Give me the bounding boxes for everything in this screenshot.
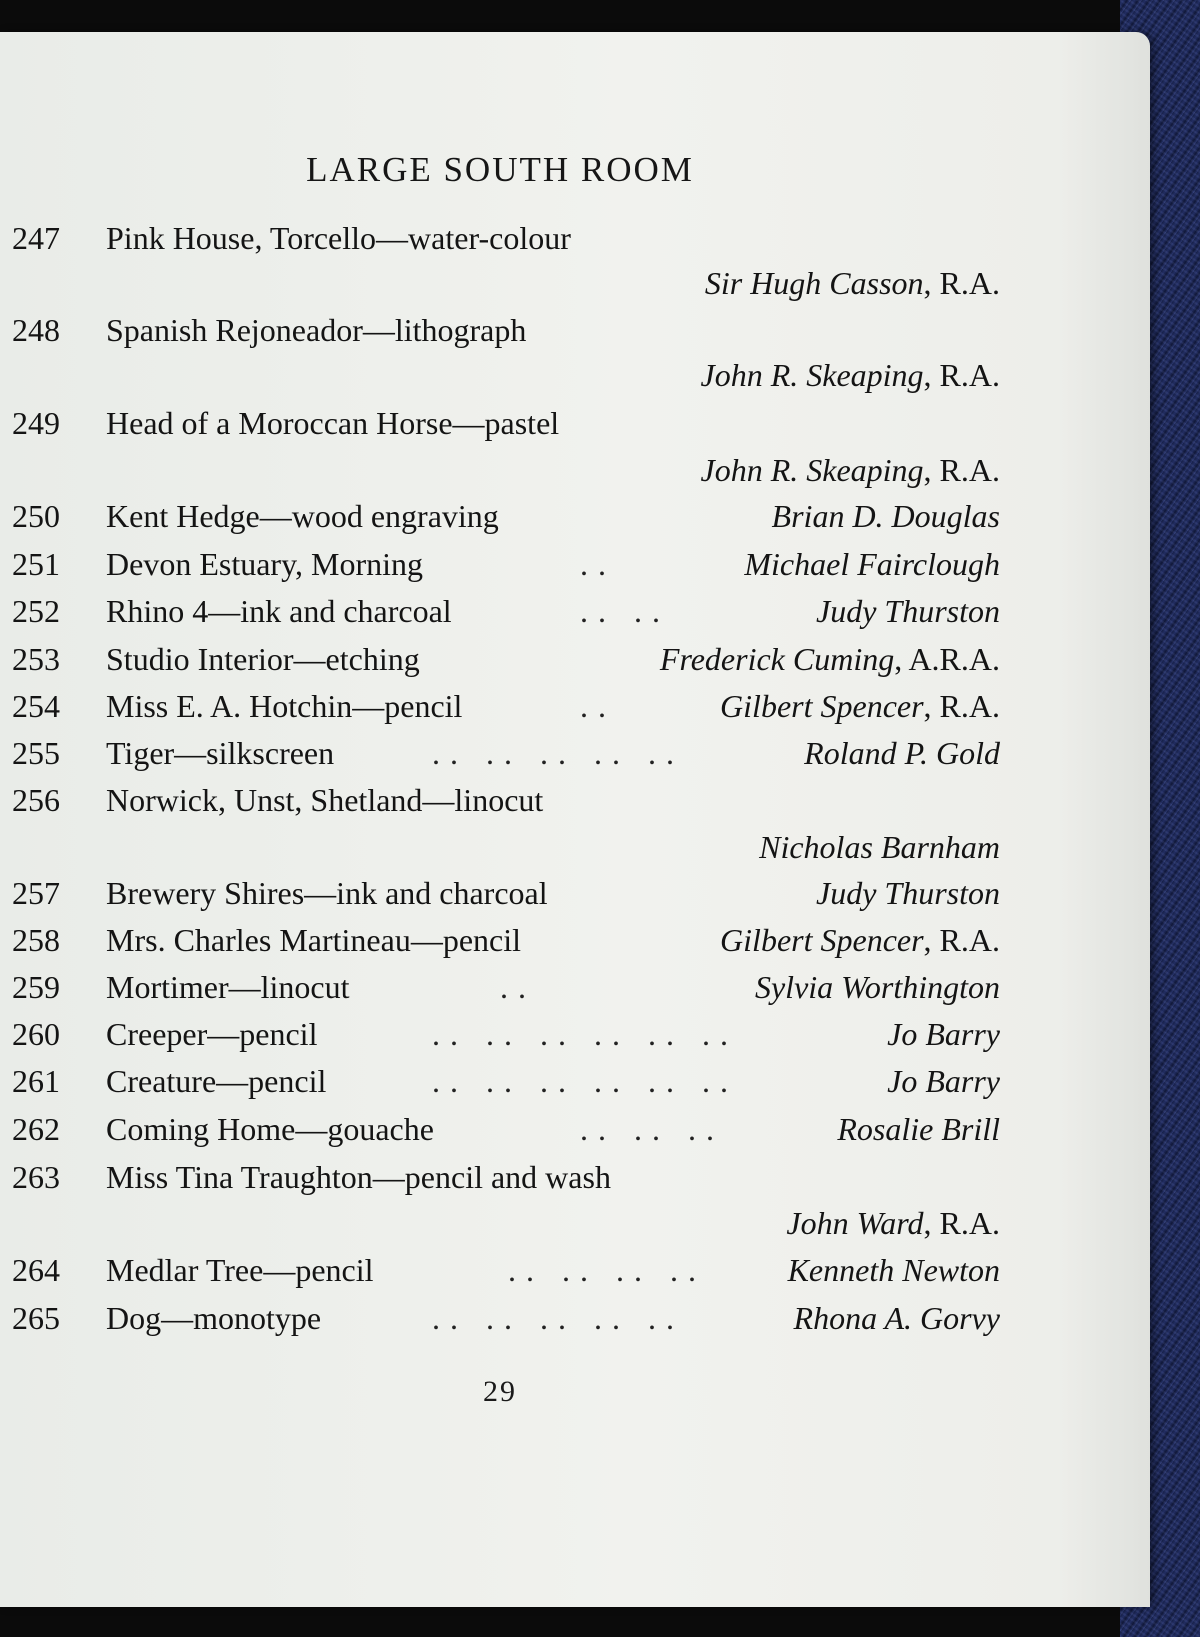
entry-artist: Brian D. Douglas <box>771 498 1000 534</box>
entry-title: Miss E. A. Hotchin—pencil <box>106 688 463 724</box>
catalogue-entry <box>0 546 1000 594</box>
entry-artist: Jo Barry <box>887 1016 1000 1052</box>
entry-title: Creature—pencil <box>106 1063 327 1099</box>
entry-artist: Rhona A. Gorvy <box>793 1300 1000 1336</box>
catalogue-entry <box>0 969 1000 1017</box>
leader-dots: .. .. .. .. .. .. <box>432 1063 738 1099</box>
catalogue-entry <box>0 593 1000 641</box>
catalogue-entry <box>0 875 1000 923</box>
entry-number: 258 <box>12 922 60 958</box>
leader-dots: .. .. .. .. .. <box>432 735 684 771</box>
entry-title: Creeper—pencil <box>106 1016 318 1052</box>
entry-number: 247 <box>12 220 60 256</box>
catalogue-entry <box>0 1159 1000 1207</box>
catalogue-entry <box>0 688 1000 736</box>
leader-dots: .. <box>580 546 616 582</box>
catalogue-entry <box>0 498 1000 546</box>
leader-dots: .. <box>500 969 536 1005</box>
leader-dots: .. .. <box>580 593 670 629</box>
entry-number: 254 <box>12 688 60 724</box>
catalogue-entry <box>0 405 1000 453</box>
entry-number: 249 <box>12 405 60 441</box>
entry-number: 256 <box>12 782 60 818</box>
leader-dots: .. .. .. .. <box>508 1252 706 1288</box>
entry-title: Brewery Shires—ink and charcoal <box>106 875 548 911</box>
entry-number: 265 <box>12 1300 60 1336</box>
entry-number: 264 <box>12 1252 60 1288</box>
entry-artist: Michael Fairclough <box>744 546 1000 582</box>
entry-artist: Nicholas Barnham <box>759 829 1000 865</box>
artist-line <box>0 452 1000 500</box>
catalogue-entry <box>0 220 1000 268</box>
entry-number: 257 <box>12 875 60 911</box>
entry-artist: John R. Skeaping, R.A. <box>700 357 1000 393</box>
catalogue-page <box>0 32 1150 1607</box>
entry-title: Norwick, Unst, Shetland—linocut <box>106 782 544 818</box>
entry-title: Studio Interior—etching <box>106 641 420 677</box>
entry-title: Coming Home—gouache <box>106 1111 434 1147</box>
artist-line <box>0 1205 1000 1253</box>
catalogue-entry <box>0 782 1000 830</box>
entry-artist: Roland P. Gold <box>804 735 1000 771</box>
entry-title: Mortimer—linocut <box>106 969 350 1005</box>
entry-artist: Rosalie Brill <box>837 1111 1000 1147</box>
artist-line <box>0 265 1000 313</box>
entry-artist: Kenneth Newton <box>787 1252 1000 1288</box>
entry-title: Kent Hedge—wood engraving <box>106 498 499 534</box>
entry-number: 255 <box>12 735 60 771</box>
entry-number: 252 <box>12 593 60 629</box>
entry-title: Rhino 4—ink and charcoal <box>106 593 452 629</box>
artist-line <box>0 357 1000 405</box>
catalogue-entry <box>0 1300 1000 1348</box>
entry-title: Dog—monotype <box>106 1300 322 1336</box>
catalogue-entry <box>0 641 1000 689</box>
entry-title: Miss Tina Traughton—pencil and wash <box>106 1159 611 1195</box>
entry-title: Devon Estuary, Morning <box>106 546 423 582</box>
entry-number: 263 <box>12 1159 60 1195</box>
catalogue-entry <box>0 1016 1000 1064</box>
entry-artist: Sylvia Worthington <box>754 969 1000 1005</box>
page-number: 29 <box>483 1375 517 1408</box>
catalogue-entry <box>0 735 1000 783</box>
entry-number: 260 <box>12 1016 60 1052</box>
catalogue-entry <box>0 1063 1000 1111</box>
entry-artist: Sir Hugh Casson, R.A. <box>704 265 1000 301</box>
catalogue-entry <box>0 1252 1000 1300</box>
entry-artist: Judy Thurston <box>816 875 1000 911</box>
catalogue-entry <box>0 312 1000 360</box>
entry-number: 261 <box>12 1063 60 1099</box>
entry-number: 248 <box>12 312 60 348</box>
entry-title: Head of a Moroccan Horse—pastel <box>106 405 560 441</box>
leader-dots: .. <box>580 688 616 724</box>
entry-number: 251 <box>12 546 60 582</box>
entry-artist: Jo Barry <box>887 1063 1000 1099</box>
catalogue-entry <box>0 1111 1000 1159</box>
entry-artist: Judy Thurston <box>816 593 1000 629</box>
entry-artist: Gilbert Spencer, R.A. <box>720 922 1000 958</box>
entry-number: 250 <box>12 498 60 534</box>
entry-number: 262 <box>12 1111 60 1147</box>
entry-number: 259 <box>12 969 60 1005</box>
entry-artist: John Ward, R.A. <box>786 1205 1000 1241</box>
page-title: LARGE SOUTH ROOM <box>306 150 694 189</box>
entry-title: Spanish Rejoneador—lithograph <box>106 312 527 348</box>
entry-artist: Frederick Cuming, A.R.A. <box>659 641 1000 677</box>
entry-title: Mrs. Charles Martineau—pencil <box>106 922 521 958</box>
leader-dots: .. .. .. .. .. .. <box>432 1016 738 1052</box>
leader-dots: .. .. .. <box>580 1111 724 1147</box>
catalogue-entry <box>0 922 1000 970</box>
entry-number: 253 <box>12 641 60 677</box>
leader-dots: .. .. .. .. .. <box>432 1300 684 1336</box>
entry-title: Pink House, Torcello—water-colour <box>106 220 571 256</box>
entry-title: Tiger—silkscreen <box>106 735 335 771</box>
entry-artist: John R. Skeaping, R.A. <box>700 452 1000 488</box>
entry-artist: Gilbert Spencer, R.A. <box>720 688 1000 724</box>
artist-line <box>0 829 1000 877</box>
entry-title: Medlar Tree—pencil <box>106 1252 374 1288</box>
